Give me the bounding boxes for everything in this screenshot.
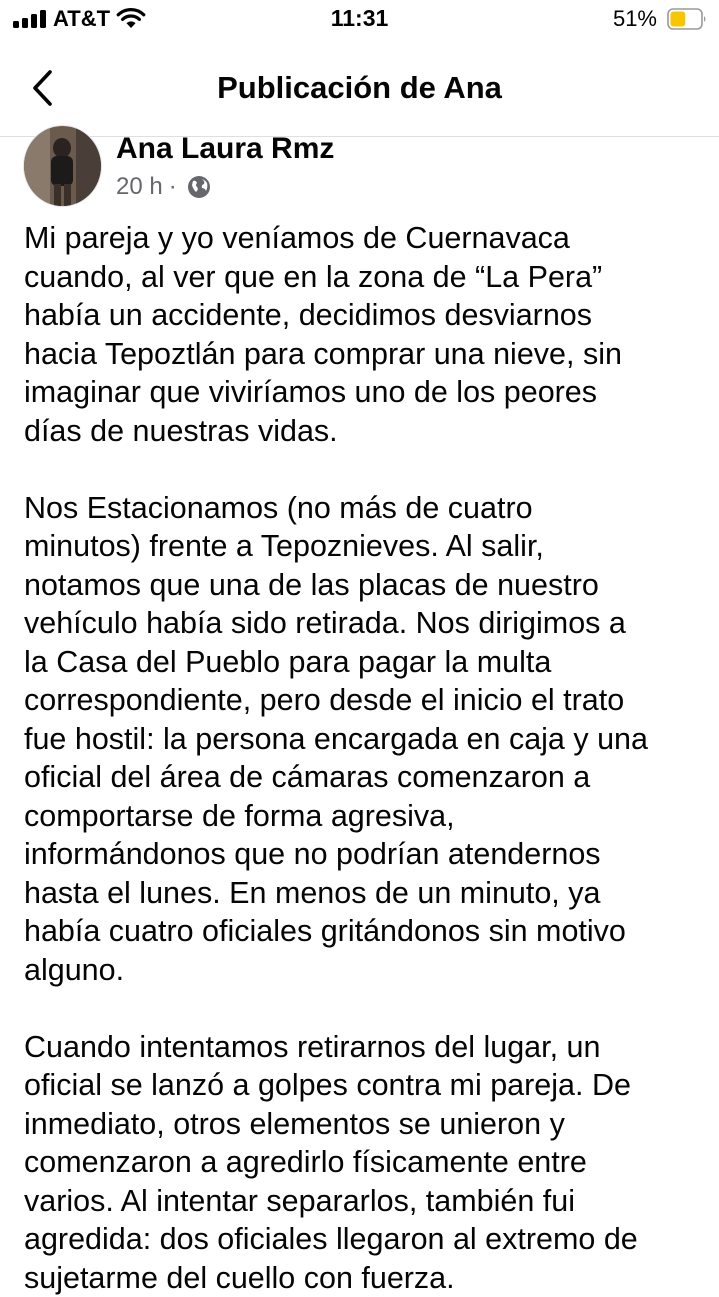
post-text-line: vehículo había sido retirada. Nos dirigimos a xyxy=(24,604,700,643)
battery-icon xyxy=(667,8,707,30)
page-title: Publicación de Ana xyxy=(0,70,719,106)
paragraph-1 xyxy=(24,219,700,450)
post-text-line: hasta el lunes. En menos de un minuto, ya xyxy=(24,874,700,913)
post-text-line: informándonos que no podrían atendernos xyxy=(24,835,700,874)
post-text-line: Nos Estacionamos (no más de cuatro xyxy=(24,489,700,528)
author-avatar[interactable] xyxy=(23,125,102,207)
post-text-line: alguno. xyxy=(24,951,700,990)
post-text-line: comportarse de forma agresiva, xyxy=(24,797,700,836)
post-text-line: minutos) frente a Tepoznieves. Al salir, xyxy=(24,527,700,566)
post-body xyxy=(24,219,700,1297)
meta-separator: · xyxy=(169,173,177,201)
paragraph-2 xyxy=(24,489,700,990)
post-text-line: fue hostil: la persona encargada en caja y una xyxy=(24,720,700,759)
post-text-line: días de nuestras vidas. xyxy=(24,412,700,451)
paragraph-3 xyxy=(24,1028,700,1297)
post-text-line: Mi pareja y yo veníamos de Cuernavaca xyxy=(24,219,700,258)
post-text-line: agredida: dos oficiales llegaron al extremo de xyxy=(24,1220,700,1259)
post-text-line: correspondiente, pero desde el inicio el trato xyxy=(24,681,700,720)
post-text-line: hacia Tepoztlán para comprar una nieve, sin xyxy=(24,335,700,374)
post-text-line: varios. Al intentar separarlos, también fui xyxy=(24,1182,700,1221)
post-text-line: la Casa del Pueblo para pagar la multa xyxy=(24,643,700,682)
post-text-line: inmediato, otros elementos se unieron y xyxy=(24,1105,700,1144)
globe-icon xyxy=(187,175,211,199)
post-text-line: había un accidente, decidimos desviarnos xyxy=(24,296,700,335)
status-bar xyxy=(0,0,719,40)
post-text-line: cuando, al ver que en la zona de “La Pera” xyxy=(24,258,700,297)
post-header-bar xyxy=(0,48,719,137)
post-text-line: Cuando intentamos retirarnos del lugar, un xyxy=(24,1028,700,1067)
author-name[interactable]: Ana Laura Rmz xyxy=(116,132,334,166)
post-text-line: sujetarme del cuello con fuerza. xyxy=(24,1259,700,1297)
battery-percentage: 51% xyxy=(613,6,657,32)
post-text-line: imaginar que viviríamos uno de los peores xyxy=(24,373,700,412)
post-meta xyxy=(116,173,211,201)
post-text-line: oficial se lanzó a golpes contra mi pareja. De xyxy=(24,1066,700,1105)
post-text-line: oficial del área de cámaras comenzaron a xyxy=(24,758,700,797)
post-text-line: había cuatro oficiales gritándonos sin motivo xyxy=(24,912,700,951)
carrier-name: AT&T xyxy=(53,6,110,32)
status-time: 11:31 xyxy=(0,5,719,32)
post-time[interactable]: 20 h xyxy=(116,173,163,201)
post-text-line: notamos que una de las placas de nuestro xyxy=(24,566,700,605)
post-text-line: comenzaron a agredirlo físicamente entre xyxy=(24,1143,700,1182)
